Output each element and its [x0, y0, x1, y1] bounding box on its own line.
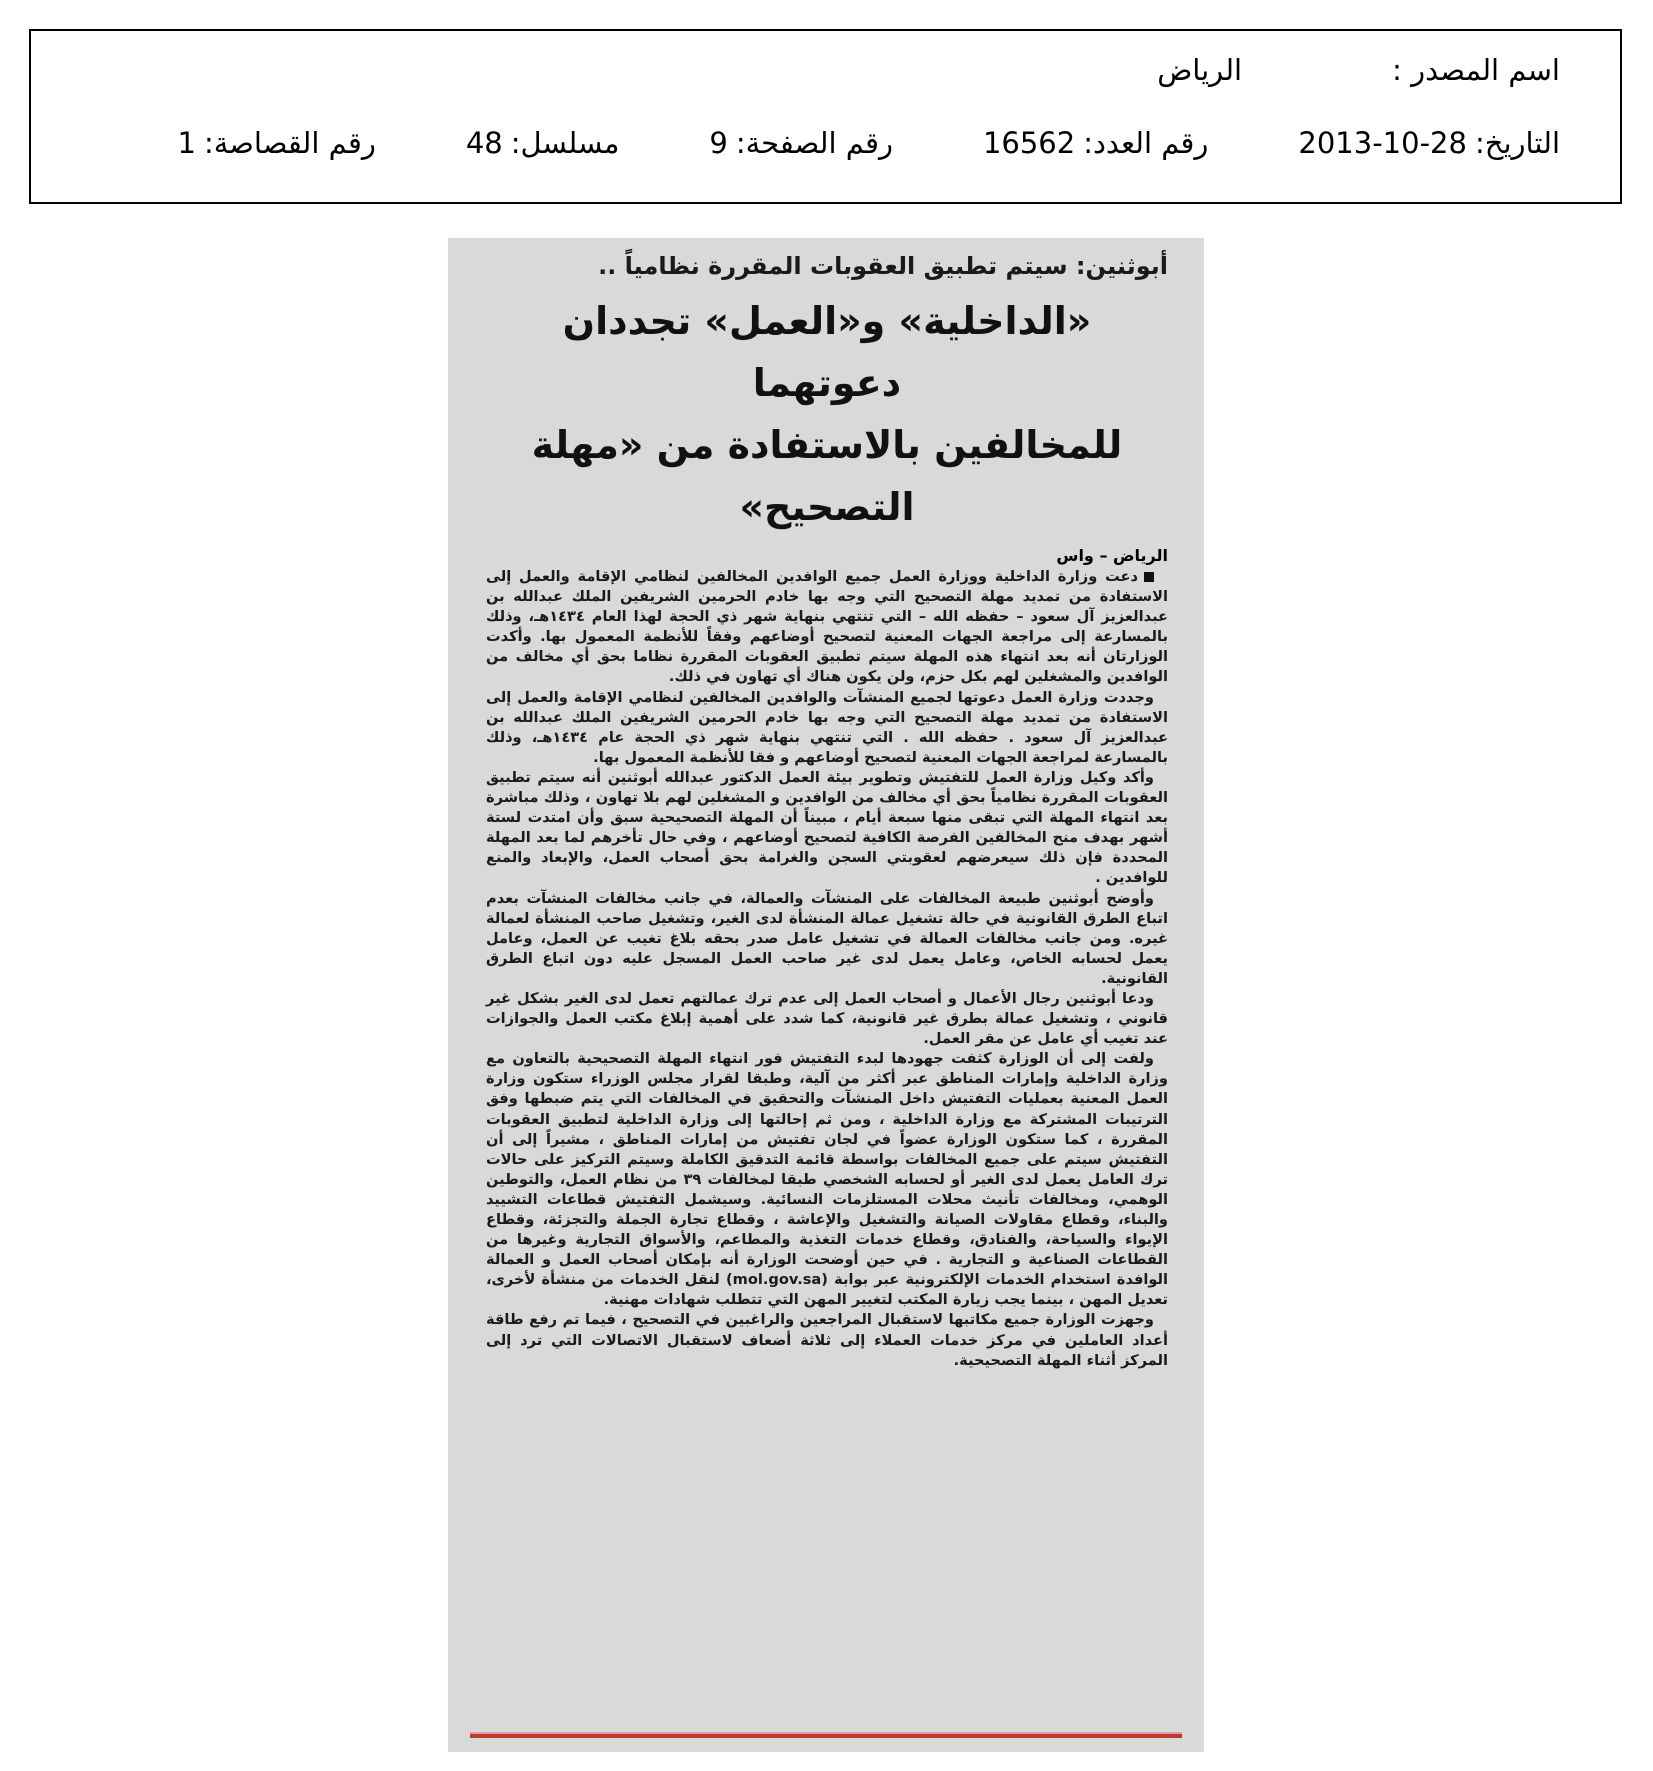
serial-label: مسلسل:: [510, 126, 620, 160]
article-paragraph: دعت وزارة الداخلية ووزارة العمل جميع الوافدين المخالفين لنظامي الإقامة والعمل إلى الاستفادة من تمديد مهلة التصحيح التي وجه بها خادم الحرمين الشريفين الملك عبدالله بن عبدالعزيز آل سعود – حفظه الله – التي تنتهي بنهاية شهر ذي الحجة لهذا العام ١٤٣٤هـ، وذلك بالمسارعة إلى مراجعة الجهات المعنية لتصحيح أوضاعهم وفقاً للأنظمة المعمول بها. وأكدت الوزارتان أنه بعد انتهاء هذه المهلة سيتم تطبيق العقوبات المقررة نظاما بحق أي مخالف من الوافدين والمشغلين لهم بكل حزم، ولن يكون هناك أي تهاون في ذلك.: [486, 568, 1168, 686]
issue-value: 16562: [982, 126, 1076, 160]
clip-number-value: 1: [177, 126, 196, 160]
metadata-row-details: [91, 126, 1560, 160]
source-value: الرياض: [1157, 53, 1243, 87]
article-kicker: أبوثنين: سيتم تطبيق العقوبات المقررة نظامياً ..: [598, 252, 1168, 280]
article-paragraph: وجهزت الوزارة جميع مكاتبها لاستقبال المراجعين والراغبين في التصحيح ، فيما تم رفع طاقة أعداد العاملين في مركز خدمات العملاء إلى ثلاثة أضعاف لاستقبال الاتصالات التي ترد إلى المركز أثناء المهلة التصحيحية.: [486, 1311, 1168, 1369]
article-headline: [486, 290, 1168, 538]
article-dateline: الرياض – واس: [1056, 546, 1168, 565]
clip-number-field: [178, 126, 376, 160]
page-label: رقم الصفحة:: [735, 126, 893, 160]
headline-line-1: «الداخلية» و«العمل» تجددان دعوتهما: [562, 299, 1092, 405]
metadata-row-source: [91, 53, 1560, 87]
issue-label: رقم العدد:: [1083, 126, 1209, 160]
newspaper-clipping: [448, 238, 1204, 1752]
article-body: [486, 567, 1168, 1371]
article-paragraph: وأوضح أبوثنين طبيعة المخالفات على المنشآت والعمالة، في جانب مخالفات المنشآت بعدم اتباع الطرق القانونية في حالة تشغيل عمالة المنشأة لدى الغير، وتشغيل صاحب المنشأة لعمالة غيره. ومن جانب مخالفات العمالة في تشغيل عامل صدر بحقه بلاغ تغيب عن العمل، وعامل يعمل لحسابه الخاص، وعامل يعمل لدى غير صاحب العمل المسجل عليه دون اتباع الطرق القانونية.: [486, 889, 1168, 987]
article-paragraph: وجددت وزارة العمل دعوتها لجميع المنشآت والوافدين المخالفين لنظامي الإقامة والعمل إلى الاستفادة من تمديد مهلة التصحيح التي وجه بها خادم الحرمين الشريفين الملك عبدالله بن عبدالعزيز آل سعود . حفظه الله . التي تنتهي بنهاية شهر ذي الحجة عام ١٤٣٤هـ، وذلك بالمسارعة لمراجعة الجهات المعنية لتصحيح أوضاعهم و فقا للأنظمة المعمول بها.: [486, 688, 1168, 766]
article-paragraph: ودعا أبوثنين رجال الأعمال و أصحاب العمل إلى عدم ترك عمالتهم تعمل لدى الغير بشكل غير قانوني ، وتشغيل عمالة بطرق غير قانونية، كما شدد على أهمية إبلاغ مكتب العمل والجوازات عند تغيب أي عامل عن مقر العمل.: [486, 989, 1168, 1048]
issue-field: [983, 126, 1208, 160]
article-paragraph: ولفت إلى أن الوزارة كثفت جهودها لبدء التفتيش فور انتهاء المهلة التصحيحية بالتعاون مع وزارة الداخلية وإمارات المناطق عبر أكثر من آلية، وطبقا لقرار مجلس الوزراء ستكون وزارة العمل المعنية بعمليات التفتيش داخل المنشآت والتحقيق في المخالفات التي يتم ضبطها وفق الترتيبات المشتركة مع وزارة الداخلية ، ومن ثم إحالتها إلى وزارة الداخلية لتطبيق العقوبات المقررة ، كما ستكون الوزارة عضواً في لجان تفتيش من إمارات المناطق ، مشيراً إلى أن التفتيش سيتم على جميع المخالفات بواسطة قائمة التدقيق الكاملة وسيتم التركيز على حالات ترك العامل يعمل لدى الغير أو لحسابه الشخصي طبقا لمخالفات ٣٩ من نظام العمل، والتوطين الوهمي، ومخالفات تأنيث محلات المستلزمات النسائية. وسيشمل التفتيش قطاعات التشييد والبناء، وقطاع مقاولات الصيانة والتشغيل والإعاشة ، وقطاع تجارة الجملة والتجزئة، وقطاع الإيواء والسياحة، والفنادق، وقطاع خدمات التغذية والمطاعم، والأسواق التجارية وغيرها من القطاعات الصناعية و التجارية . في حين أوضحت الوزارة أنه بإمكان أصحاب العمل و العمالة الوافدة استخدام الخدمات الإلكترونية عبر بوابة (mol.gov.sa) لنقل الخدمات من منشأة لأخرى، تعديل المهن ، بينما يجب زيارة المكتب لتغيير المهن التي تتطلب شهادات مهنية.: [486, 1050, 1169, 1309]
headline-line-2: للمخالفين بالاستفادة من «مهلة التصحيح»: [531, 423, 1123, 529]
serial-value: 48: [465, 126, 503, 160]
page-value: 9: [709, 126, 728, 160]
date-label: التاريخ:: [1474, 126, 1560, 160]
source-label: اسم المصدر :: [1392, 53, 1560, 87]
date-field: [1298, 126, 1560, 160]
clipping-metadata-box: [29, 29, 1622, 204]
article-paragraph: وأكد وكيل وزارة العمل للتفتيش وتطوير بيئة العمل الدكتور عبدالله أبوثنين أنه سيتم تطبيق العقوبات المقررة نظامياً بحق أي مخالف من الوافدين و المشغلين لهم بلا تهاون ، وذلك مباشرة بعد انتهاء المهلة التي تبقى منها سبعة أيام ، مبيناً أن المهلة التصحيحية سبق وأن امتدت لستة أشهر بهدف منح المخالفين الفرصة الكافية لتصحيح أوضاعهم ، وفي حال تأخرهم لما بعد المهلة المحددة فإن ذلك سيعرضهم لعقوبتي السجن والغرامة بحق أصحاب العمل، والإبعاد والمنع للوافدين .: [486, 768, 1168, 887]
serial-field: [466, 126, 620, 160]
page-field: [709, 126, 893, 160]
bullet-square-icon: [1144, 572, 1154, 582]
date-value: 2013-10-28: [1298, 126, 1467, 160]
source-field: [1157, 53, 1560, 87]
clip-number-label: رقم القصاصة:: [203, 126, 376, 160]
